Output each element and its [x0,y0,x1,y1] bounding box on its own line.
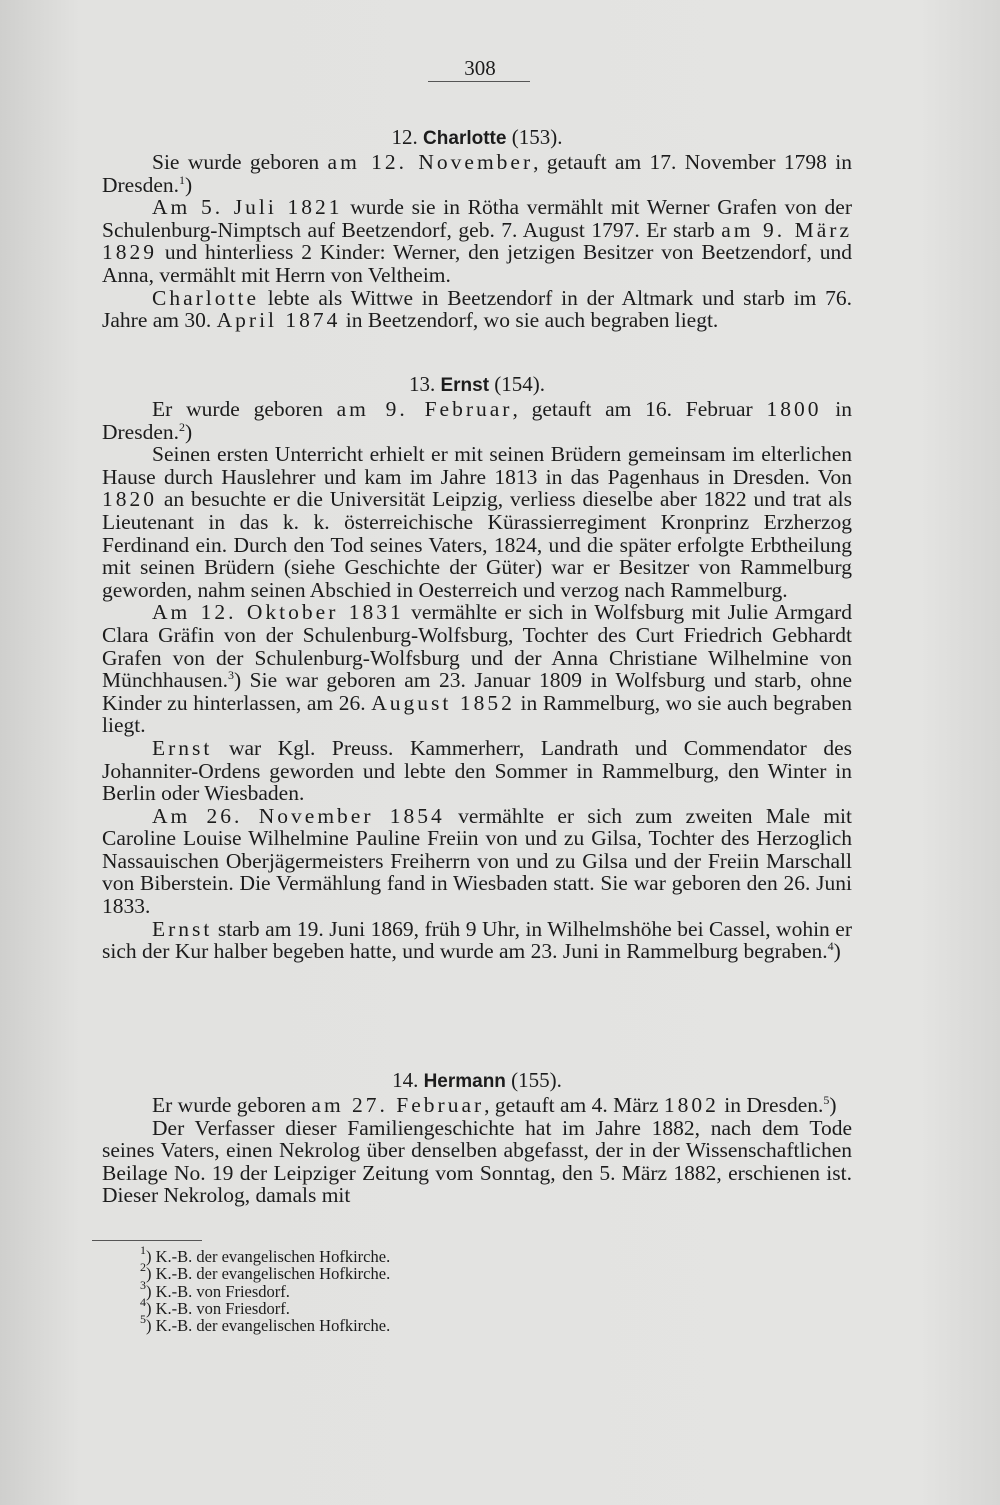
spaced-text: Ernst [152,916,213,941]
page-number-rule [428,81,530,82]
footnote-rule [92,1240,202,1241]
paragraph-text: lebte als Wittwe in Beetzendorf in der Altmark und starb im 76. Jahre am 30. [102,285,852,333]
footnote-number: 4 [140,1294,146,1309]
footnote-marker: 4 [827,939,834,954]
paragraph [102,918,852,963]
spaced-text: 1802 [663,1093,719,1117]
paragraph [102,151,852,196]
paragraph [102,1094,852,1117]
spaced-text: Am 12. Oktober 1831 [152,600,404,625]
footnote-marker: 1 [179,172,186,187]
footnote-number: 3 [140,1277,146,1292]
paragraph-text: vermählte er sich zum zweiten Male mit Caroline Louise Wilhelmine Pauline Freiin von und zu Gilsa, Tochter des Herzoglich Nassauischen Oberjägermeisters Freiherrn von und zu Gilsa und der Freiin Marschall von Biberstein. Die Vermählung fand in Wiesbaden statt. Sie war geboren den 26. Juni 1833. [102,803,852,919]
spaced-text: Am 5. Juli 1821 [152,195,343,220]
spaced-text: am 12. November [327,150,534,174]
paragraph-text: Seinen ersten Unterricht erhielt er mit seinen Brüdern gemeinsam im elterlichen Hause durch Hauslehrer und kam im Jahre 1813 in das Pagenhaus in Dresden. Von [102,442,852,489]
footnote [140,1243,640,1266]
section-heading [102,372,852,398]
paragraph-text: und hinterliess 2 Kinder: Werner, den jetzigen Besitzer von Beetzendorf, und Anna, vermählt mit Herrn von Veltheim. [102,240,852,287]
paragraph-text: ) [185,419,193,444]
footnotes [140,1243,640,1336]
footnote-number: 5 [140,1312,146,1327]
section-name: Charlotte [423,128,507,149]
paragraph-text: ) [829,1093,837,1117]
footnote-text: ) K.-B. der evangelischen Hofkirche. [146,1264,391,1284]
paragraph-text: in Rammelburg, wo sie auch begraben liegt. [102,690,853,738]
footnote [140,1294,640,1318]
paragraph [102,287,852,332]
paragraph-text: Sie wurde geboren [152,150,328,174]
footnote-text: ) K.-B. der evangelischen Hofkirche. [146,1316,391,1336]
paragraph-text: ) [185,172,193,197]
footnote-text: ) K.-B. von Friesdorf. [146,1281,290,1301]
footnote [140,1260,640,1284]
section-ernst [102,372,852,963]
section-name: Hermann [423,1071,506,1092]
spaced-text: am 27. Februar [311,1093,485,1117]
section-heading [102,1068,852,1094]
spaced-text: 1820 [102,487,157,512]
footnote [140,1277,640,1301]
paragraph [102,443,852,601]
paragraph-text: ) Sie war geboren am 23. Januar 1809 in Wolfsburg und starb, ohne Kinder zu hinterlassen, am 26. [102,668,852,715]
paragraph-text: , getauft am 17. November 1798 in Dresden. [102,150,852,197]
section-ref: (155). [511,1068,562,1092]
section-ref: (153). [511,125,563,149]
spaced-text: Am 26. November 1854 [152,803,445,828]
paragraph [102,196,852,286]
spaced-text: Charlotte [152,285,260,310]
footnote-marker: 2 [179,419,186,434]
paragraph [102,1117,852,1207]
section-ref: (154). [494,372,546,396]
paragraph [102,601,852,737]
paragraph-text: , getauft am 16. Februar [512,397,767,421]
spaced-text: am 9. Februar [336,397,513,421]
section-hermann [102,1068,852,1207]
section-name: Ernst [440,375,490,396]
paragraph-text: in Dresden. [102,397,852,444]
section-number: 14. [392,1068,419,1092]
paragraph-text: Er wurde geboren [152,1093,312,1117]
spaced-text: Ernst [152,735,213,760]
spaced-text: August 1852 [371,690,515,715]
paragraph-text: war Kgl. Preuss. Kammerherr, Landrath und Commendator des Johanniter-Ordens geworden und lebte den Sommer in Rammelburg, den Winter in Berlin oder Wiesbaden. [102,735,852,806]
footnote-number: 2 [140,1260,146,1275]
paragraph-text: in Dresden. [718,1093,824,1117]
footnote-text: ) K.-B. von Friesdorf. [146,1298,290,1318]
section-number: 13. [408,372,436,396]
paragraph [102,398,852,443]
spaced-text: April 1874 [216,308,341,333]
paragraph-text: an besuchte er die Universität Leipzig, verliess dieselbe aber 1822 und trat als Lieutenant in das k. k. österreichische Kürassierregiment Kronprinz Erzherzog Ferdinand ein. Durch den Tod seines Vaters, 1824, und die später erfolgte Erbtheilung mit seinen Brüdern (siehe Geschichte der Güter) war er Besitzer von Rammelburg geworden, nahm seinen Abschied in Oesterreich und verzog nach Rammelburg. [102,487,852,602]
footnote-number: 1 [140,1243,146,1257]
section-heading [102,125,852,151]
paragraph-text: Der Verfasser dieser Familiengeschichte hat im Jahre 1882, nach dem Tode seines Vaters, einen Nekrolog über denselben abgefasst, der in der Wissenschaftlichen Beilage No. 19 der Leipziger Zeitung vom Sonntag, den 5. März 1882, erschienen ist. Dieser Nekrolog, damals mit [102,1115,852,1208]
spaced-text: 1800 [766,397,822,421]
paragraph [102,805,852,918]
paragraph-text: , getauft am 4. März [484,1093,664,1117]
paragraph [102,737,852,805]
paragraph-text: Er wurde geboren [152,397,337,421]
section-charlotte [102,125,852,332]
footnote-marker: 5 [823,1093,830,1107]
footnote [140,1312,640,1336]
paragraph-text: ) [833,939,841,964]
footnote-marker: 3 [228,668,234,683]
paragraph-text: in Beetzendorf, wo sie auch begraben liegt. [340,308,719,333]
spaced-text: am 9. März 1829 [102,217,852,265]
paragraph-text: starb am 19. Juni 1869, früh 9 Uhr, in Wilhelmshöhe bei Cassel, wohin er sich der Kur halber begeben hatte, und wurde am 23. Juni in Rammelburg begraben. [102,916,852,964]
page-number: 308 [464,56,496,80]
paragraph-text: wurde sie in Rötha vermählt mit Werner Grafen von der Schulenburg-Nimptsch auf Beetzendorf, geb. 7. August 1797. Er starb [102,195,852,242]
footnote-text: ) K.-B. der evangelischen Hofkirche. [146,1247,391,1266]
paragraph-text: vermählte er sich in Wolfsburg mit Julie Armgard Clara Gräfin von der Schulenburg-Wolfsburg, Tochter des Curt Friedrich Gebhardt Grafen von der Schulenburg-Wolfsburg und der Anna Christiane Wilhelmine von Münchhausen. [102,600,852,693]
section-number: 12. [391,125,418,149]
